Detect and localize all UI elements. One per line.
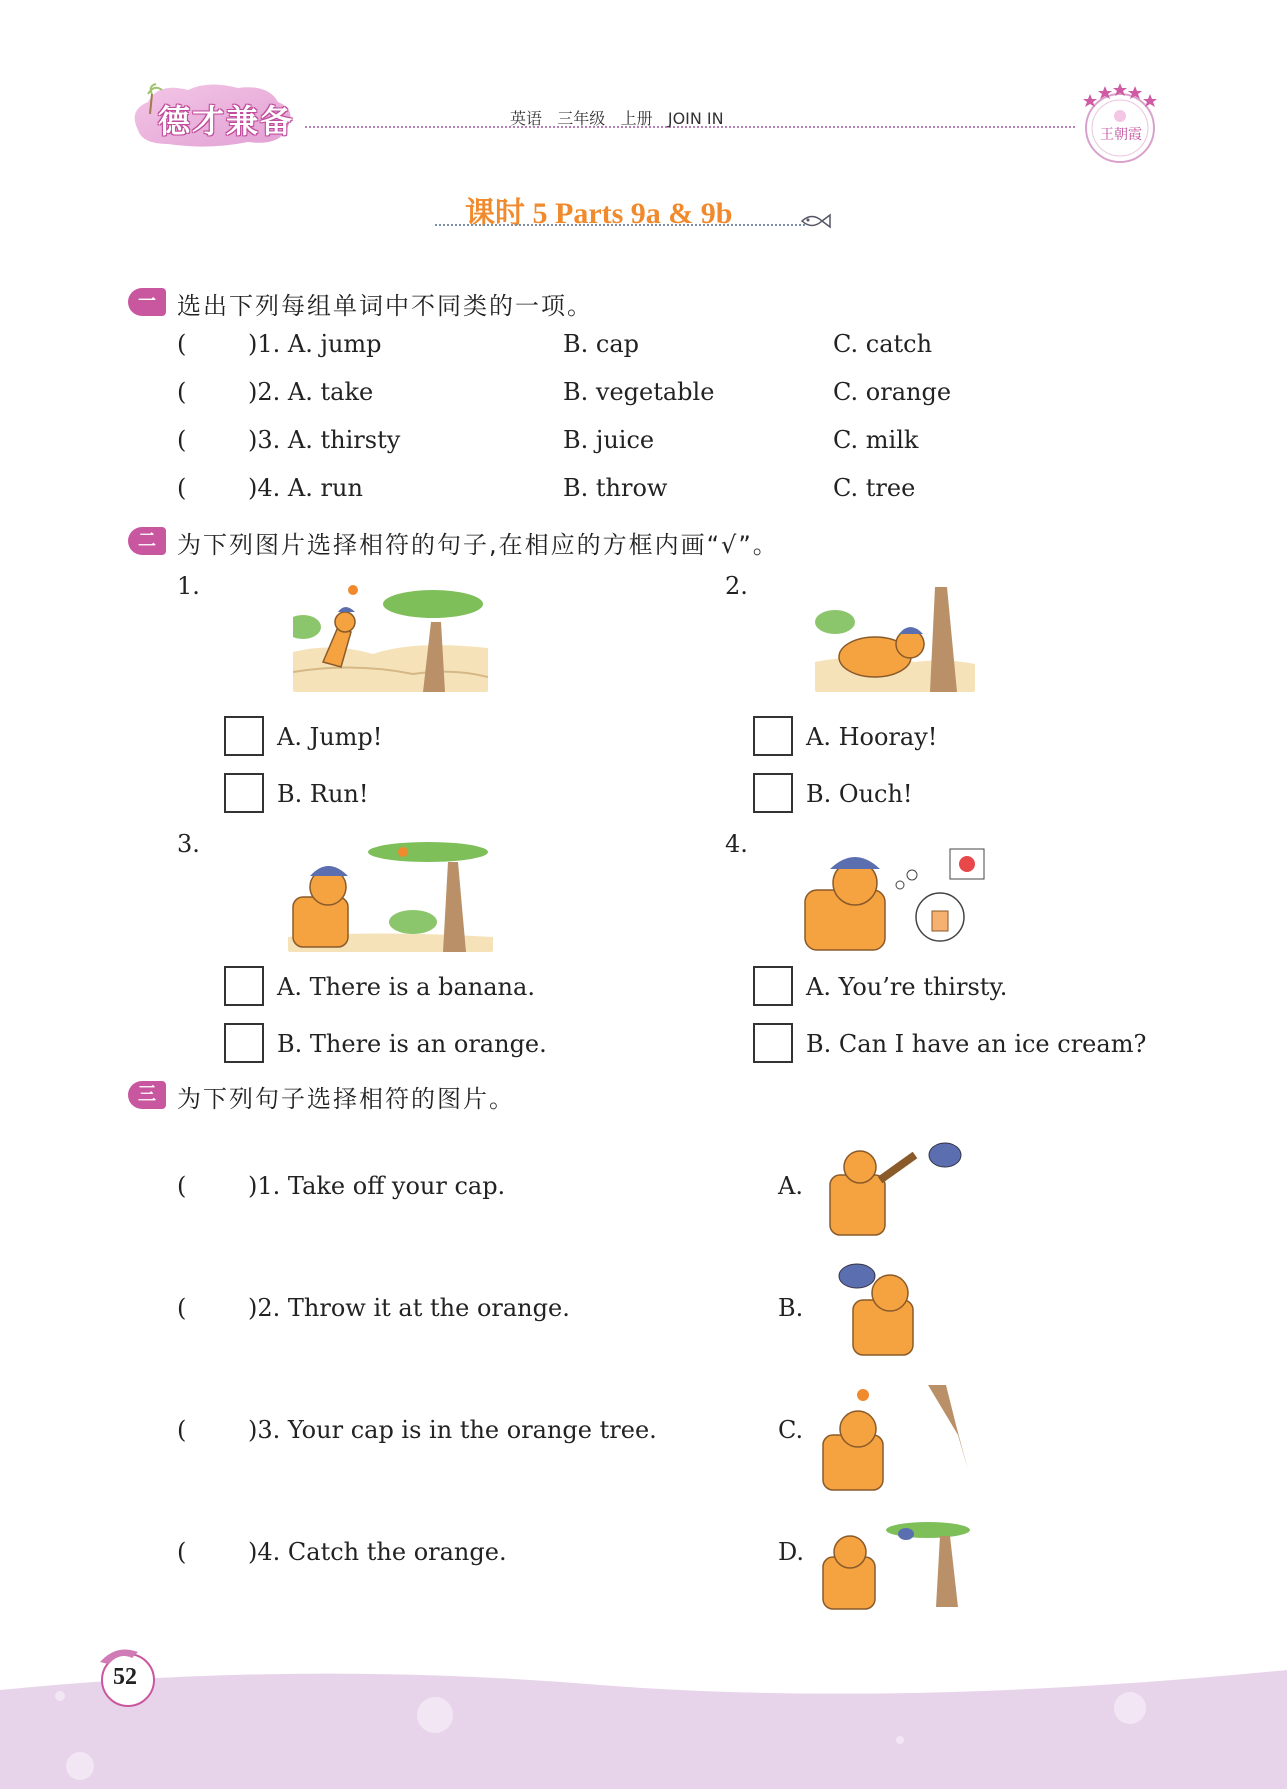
footer-wave [0, 1660, 1287, 1789]
checkbox-1a[interactable] [224, 716, 264, 756]
s2-item2-number: 2. [725, 572, 748, 600]
q1-number: )1. A. jump [248, 330, 382, 358]
q3-option-c: C. milk [833, 426, 919, 454]
tiger-catching-orange-image [818, 1385, 973, 1495]
s2-item4-number: 4. [725, 830, 748, 858]
s2-item3-number: 3. [177, 830, 200, 858]
header-info: 英语 三年级 上册 JOIN IN [510, 109, 724, 128]
tiger-fallen-image [815, 582, 975, 692]
s2-item1-option-b: B. Run! [277, 780, 369, 808]
fish-icon [800, 210, 834, 232]
s2-item4-option-a: A. You’re thirsty. [806, 973, 1008, 1001]
s2-item3-option-b: B. There is an orange. [277, 1030, 547, 1058]
s3-option-d-label: D. [778, 1538, 805, 1566]
s2-item4-option-b: B. Can I have an ice cream? [806, 1030, 1147, 1058]
s3-item1: )1. Take off your cap. [248, 1172, 506, 1200]
logo-text: 德才兼备 [158, 102, 295, 140]
q1-option-b: B. cap [563, 330, 640, 358]
s2-item3-option-a: A. There is a banana. [277, 973, 535, 1001]
tiger-orange-tree-image [288, 842, 493, 952]
s3-option-a-label: A. [778, 1172, 803, 1200]
q1-option-c: C. catch [833, 330, 933, 358]
checkbox-4a[interactable] [753, 966, 793, 1006]
section3-title: 为下列句子选择相符的图片。 [177, 1085, 515, 1113]
q2-option-c: C. orange [833, 378, 952, 406]
tiger-removing-cap-image [835, 1258, 945, 1358]
tiger-throwing-cap-image [815, 1135, 970, 1240]
badge-text: 王朝霞 [1100, 127, 1142, 143]
q3-number: )3. A. thirsty [248, 426, 401, 454]
s2-item2-option-a: A. Hooray! [806, 723, 938, 751]
lesson-title: 课时 5 Parts 9a & 9b [465, 197, 733, 230]
checkbox-3a[interactable] [224, 966, 264, 1006]
answer-blank[interactable]: ( [177, 1294, 187, 1322]
tiger-thirsty-image [800, 845, 990, 955]
answer-blank[interactable]: ( [177, 1538, 187, 1566]
checkbox-2b[interactable] [753, 773, 793, 813]
s3-item2: )2. Throw it at the orange. [248, 1294, 570, 1322]
s2-item1-number: 1. [177, 572, 200, 600]
q2-number: )2. A. take [248, 378, 374, 406]
answer-blank[interactable]: ( [177, 1172, 187, 1200]
s2-item1-option-a: A. Jump! [277, 723, 383, 751]
tiger-cap-in-tree-image [818, 1522, 973, 1612]
s3-item3: )3. Your cap is in the orange tree. [248, 1416, 657, 1444]
q3-option-b: B. juice [563, 426, 655, 454]
q4-option-b: B. throw [563, 474, 668, 502]
answer-blank[interactable]: ( [177, 1416, 187, 1444]
s2-item2-option-b: B. Ouch! [806, 780, 913, 808]
title-underline [435, 224, 805, 226]
checkbox-3b[interactable] [224, 1023, 264, 1063]
answer-blank[interactable]: ( [177, 426, 187, 454]
q4-number: )4. A. run [248, 474, 363, 502]
q4-option-c: C. tree [833, 474, 916, 502]
section2-title: 为下列图片选择相符的句子,在相应的方框内画“√”。 [177, 531, 779, 559]
answer-blank[interactable]: ( [177, 378, 187, 406]
section1-badge: 一 [128, 288, 166, 316]
page-number: 52 [113, 1664, 137, 1690]
s3-item4: )4. Catch the orange. [248, 1538, 507, 1566]
section2-badge: 二 [128, 527, 166, 555]
s3-option-b-label: B. [778, 1294, 804, 1322]
answer-blank[interactable]: ( [177, 474, 187, 502]
answer-blank[interactable]: ( [177, 330, 187, 358]
q2-option-b: B. vegetable [563, 378, 715, 406]
section1-title: 选出下列每组单词中不同类的一项。 [177, 292, 593, 320]
checkbox-4b[interactable] [753, 1023, 793, 1063]
checkbox-1b[interactable] [224, 773, 264, 813]
checkbox-2a[interactable] [753, 716, 793, 756]
section3-badge: 三 [128, 1081, 166, 1109]
s3-option-c-label: C. [778, 1416, 804, 1444]
tiger-jumping-image [293, 582, 488, 692]
